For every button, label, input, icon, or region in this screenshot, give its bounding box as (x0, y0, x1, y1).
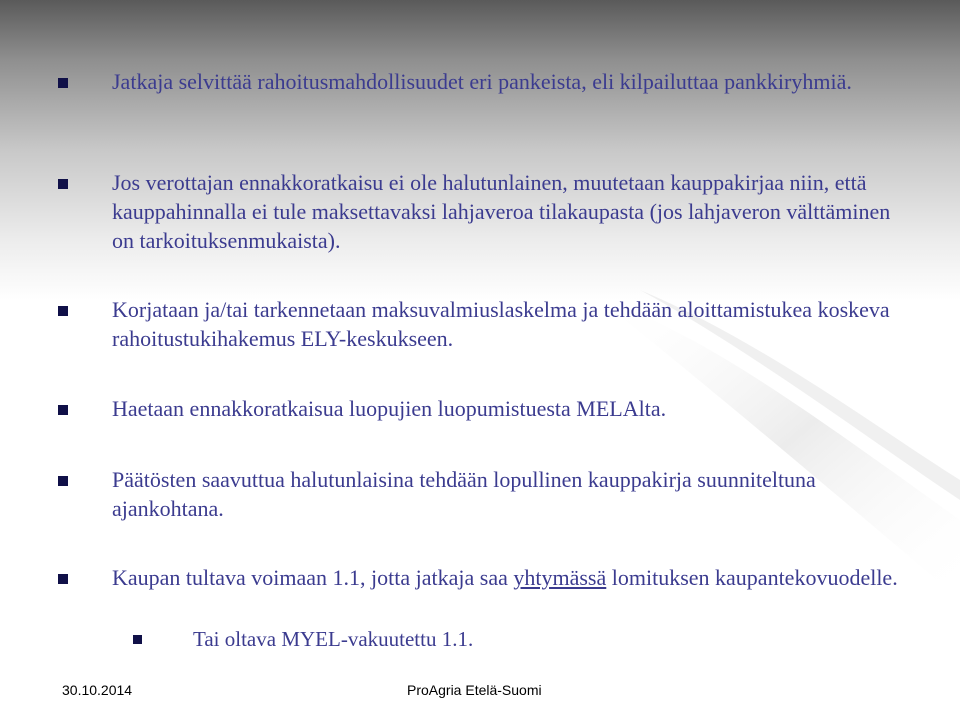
bullet-text-6-part-2: lomituksen kaupantekovuodelle. (606, 565, 898, 590)
bullet-marker (58, 574, 68, 584)
bullet-text-3: Korjataan ja/tai tarkennetaan maksuvalmiuslaskelma ja tehdään aloittamistukea koskeva rahoitustukihakemus ELY-keskukseen. (112, 297, 890, 351)
sub-bullet-text-1: Tai oltava MYEL-vakuutettu 1.1. (193, 627, 474, 651)
footer-date: 30.10.2014 (62, 682, 133, 698)
underlined-word: yhtymässä (513, 565, 607, 590)
bullet-marker (58, 179, 68, 189)
bullet-text-4: Haetaan ennakkoratkaisua luopujien luopumistuesta MELAlta. (112, 396, 667, 421)
bullet-text-5: Päätösten saavuttua halutunlaisina tehdään lopullinen kauppakirja suunniteltuna ajankohtana. (112, 467, 816, 521)
bullet-marker (58, 306, 68, 316)
bullet-marker (58, 476, 68, 486)
footer-organization: ProAgria Etelä-Suomi (407, 682, 542, 698)
sub-bullet-marker (133, 635, 142, 644)
bullet-marker (58, 405, 68, 415)
bullet-text-6-part-1: Kaupan tultava voimaan 1.1, jotta jatkaja saa (112, 565, 514, 590)
bullet-text-6 (112, 563, 912, 592)
bullet-text-2: Jos verottajan ennakkoratkaisu ei ole halutunlainen, muutetaan kauppakirjaa niin, että kauppahinnalla ei tule maksettavaksi lahjaveroa tilakaupasta (jos lahjaveron välttäminen on tarkoituksenmukaista). (112, 170, 891, 253)
bullet-text-1: Jatkaja selvittää rahoitusmahdollisuudet eri pankeista, eli kilpailuttaa pankkiryhmiä. (112, 69, 852, 94)
bullet-marker (58, 78, 68, 88)
